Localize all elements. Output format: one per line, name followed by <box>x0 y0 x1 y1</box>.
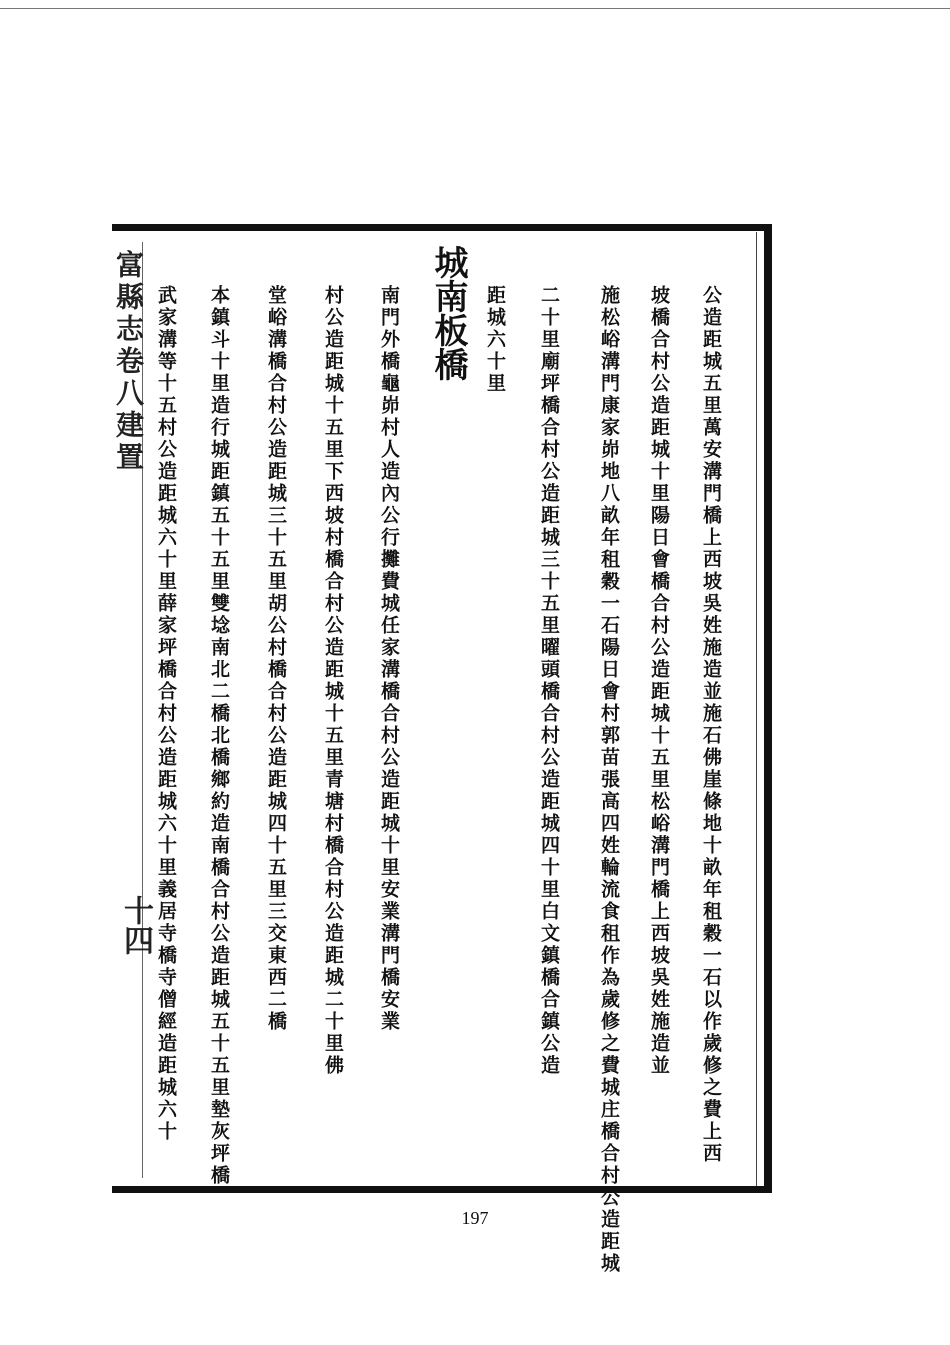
text-column-10: 本鎮斗十里造行城距鎮五十五里雙埝南北二橋北橋鄉約造南橋合村公造距城五十五里墊灰坪橋 <box>208 285 230 1187</box>
frame-rule-top <box>112 224 772 231</box>
text-column-4: 二十里廟坪橋合村公造距城三十五里曜頭橋合村公造距城四十里白文鎮橋合鎮公造 <box>538 285 560 1077</box>
margin-leaf-number: 十四 <box>118 895 153 955</box>
text-column-1: 公造距城五里萬安溝門橋上西坡吳姓施造並施石佛崖條地十畝年租穀一石以作歲修之費上西 <box>700 285 722 1165</box>
text-column-2: 坡橋合村公造距城十里陽日會橋合村公造距城十五里松峪溝門橋上西坡吳姓施造並 <box>648 285 670 1077</box>
section-heading: 城南板橋 <box>428 245 468 381</box>
text-column-9: 堂峪溝橋合村公造距城三十五里胡公村橋合村公造距城四十五里三交東西二橋 <box>265 285 287 1033</box>
page-number: 197 <box>461 1208 489 1228</box>
text-column-5: 距城六十里 <box>484 285 506 395</box>
top-border-line <box>0 8 950 9</box>
frame-rule-bottom <box>112 1186 772 1193</box>
text-column-8: 村公造距城十五里下西坡村橋合村公造距城十五里青塘村橋合村公造距城二十里佛 <box>322 285 344 1077</box>
text-column-7: 南門外橋龜峁村人造內公行攤費城任家溝橋合村公造距城十里安業溝門橋安業 <box>378 285 400 1033</box>
text-column-11: 武家溝等十五村公造距城六十里薛家坪橋合村公造距城六十里義居寺橋寺僧經造距城六十 <box>155 285 177 1143</box>
text-column-3: 施松峪溝門康家峁地八畝年租穀一石陽日會村郭苗張高四姓輪流食租作為歲修之費城庄橋合村公造距城 <box>598 285 620 1275</box>
frame-rule-right-inner <box>756 232 757 1186</box>
margin-title: 富縣志卷八建置 <box>112 250 145 474</box>
frame-rule-right <box>764 224 772 1193</box>
